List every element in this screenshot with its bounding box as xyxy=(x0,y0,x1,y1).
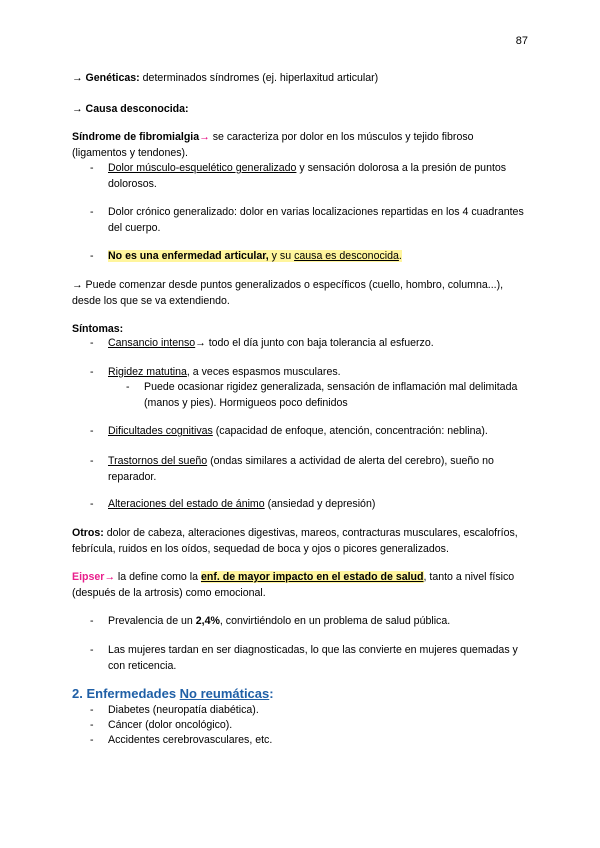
item-rest: (ondas similares a actividad de alerta del cerebro), sueño no reparador. xyxy=(108,455,494,483)
item-rest: , a veces espasmos musculares. xyxy=(186,366,341,378)
item-rest: (ansiedad y depresión) xyxy=(264,498,376,510)
item-pre: Prevalencia de un xyxy=(108,615,196,627)
item-text: Las mujeres tardan en ser diagnosticadas, lo que las convierte en mujeres quemadas y con reticencia. xyxy=(108,644,518,672)
fibromialgia-title: Síndrome de fibromialgia xyxy=(72,131,200,143)
sintoma-sub-item xyxy=(126,380,528,411)
fibromialgia-item-3 xyxy=(90,249,528,265)
geneticas-label: → Genéticas: xyxy=(72,72,140,84)
list-dash: - xyxy=(90,455,94,467)
fibromialgia-item-2 xyxy=(90,205,528,236)
otros-text: dolor de cabeza, alteraciones digestivas, mareos, contracturas musculares, escalofríos, febrícula, ruidos en los oídos, sequedad de boca y ojos o picores generalizados. xyxy=(72,527,518,555)
item-text: Accidentes cerebrovasculares, etc. xyxy=(108,734,273,746)
list-dash: - xyxy=(90,206,94,218)
item-post: , convirtiéndolo en un problema de salud pública. xyxy=(219,615,451,627)
eipser-item-1 xyxy=(90,614,528,630)
list-dash: - xyxy=(90,644,94,656)
fibromialgia-intro xyxy=(72,130,528,161)
list-dash: - xyxy=(90,704,94,716)
item-text: Cáncer (dolor oncológico). xyxy=(108,719,233,731)
list-dash: - xyxy=(90,425,94,437)
sintoma-item-4 xyxy=(90,454,528,485)
sintoma-item-1 xyxy=(90,336,528,352)
item-end: . xyxy=(398,250,402,262)
item-underlined: Dificultades cognitivas xyxy=(108,425,213,437)
fibromialgia-item-1 xyxy=(90,161,528,192)
sintomas-heading: Síntomas: xyxy=(72,323,124,335)
item-text: Diabetes (neuropatía diabética). xyxy=(108,704,259,716)
otros-paragraph xyxy=(72,526,528,557)
section-2-colon: : xyxy=(269,686,274,701)
sintoma-item-5 xyxy=(90,497,528,513)
section-2-heading xyxy=(72,686,274,701)
section-2-item-1 xyxy=(90,703,528,719)
eipser-highlight: enf. de mayor impacto en el estado de salud xyxy=(200,571,424,583)
list-dash: - xyxy=(90,719,94,731)
section-2-underlined: No reumáticas xyxy=(179,686,270,701)
otros-label: Otros: xyxy=(72,527,104,539)
item-underlined: causa es desconocida xyxy=(294,250,399,262)
list-dash: - xyxy=(126,381,130,393)
sintoma-item-3 xyxy=(90,424,528,440)
geneticas-line xyxy=(72,71,528,87)
item-underlined: Alteraciones del estado de ánimo xyxy=(108,498,265,510)
item-mid: y su xyxy=(268,250,295,262)
list-dash: - xyxy=(90,498,94,510)
eipser-name: Eipser xyxy=(72,571,105,583)
puede-comenzar-paragraph: → Puede comenzar desde puntos generalizados o específicos (cuello, hombro, columna...), desde los que se va extendiendo. xyxy=(72,279,504,307)
fibromialgia-text: se caracteriza por dolor en los músculos y tejido fibroso (ligamentos y tendones). xyxy=(72,131,474,159)
sub-item-text: Puede ocasionar rigidez generalizada, sensación de inflamación mal delimitada (manos y pies). Hormigueos poco definidos xyxy=(144,381,518,409)
geneticas-text: determinados síndromes (ej. hiperlaxitud articular) xyxy=(139,72,379,84)
item-underlined: Cansancio intenso xyxy=(108,337,196,349)
eipser-post: , tanto a nivel físico (después de la artrosis) como emocional. xyxy=(72,571,515,599)
item-rest: y sensación dolorosa a la presión de puntos dolorosos. xyxy=(108,162,507,190)
list-dash: - xyxy=(90,615,94,627)
item-underlined: Dolor músculo-esquelético generalizado xyxy=(108,162,297,174)
list-dash: - xyxy=(90,250,94,262)
page-number: 87 xyxy=(515,35,528,47)
section-2-item-2 xyxy=(90,718,528,734)
item-rest: (capacidad de enfoque, atención, concentración: neblina). xyxy=(212,425,488,437)
item-underlined: Rigidez matutina xyxy=(108,366,187,378)
item-rest: → todo el día junto con baja tolerancia al esfuerzo. xyxy=(195,337,434,349)
eipser-item-2 xyxy=(90,643,528,674)
list-dash: - xyxy=(90,734,94,746)
section-2-item-3 xyxy=(90,733,528,749)
eipser-arrow: → xyxy=(104,571,115,583)
causa-desconocida-heading: → Causa desconocida: xyxy=(72,103,189,115)
eipser-pre: la define como la xyxy=(114,571,201,583)
list-dash: - xyxy=(90,366,94,378)
fibromialgia-arrow: → xyxy=(199,131,210,143)
list-dash: - xyxy=(90,162,94,174)
item-text: Dolor crónico generalizado: dolor en varias localizaciones repartidas en los 4 cuadrantes del cuerpo. xyxy=(108,206,524,234)
sintoma-item-2 xyxy=(90,365,528,381)
section-2-number: 2. Enfermedades xyxy=(72,686,180,701)
eipser-paragraph xyxy=(72,570,528,601)
item-underlined: Trastornos del sueño xyxy=(108,455,208,467)
list-dash: - xyxy=(90,337,94,349)
item-bold: 2,4% xyxy=(195,615,220,627)
item-bold: No es una enfermedad articular, xyxy=(108,250,269,262)
